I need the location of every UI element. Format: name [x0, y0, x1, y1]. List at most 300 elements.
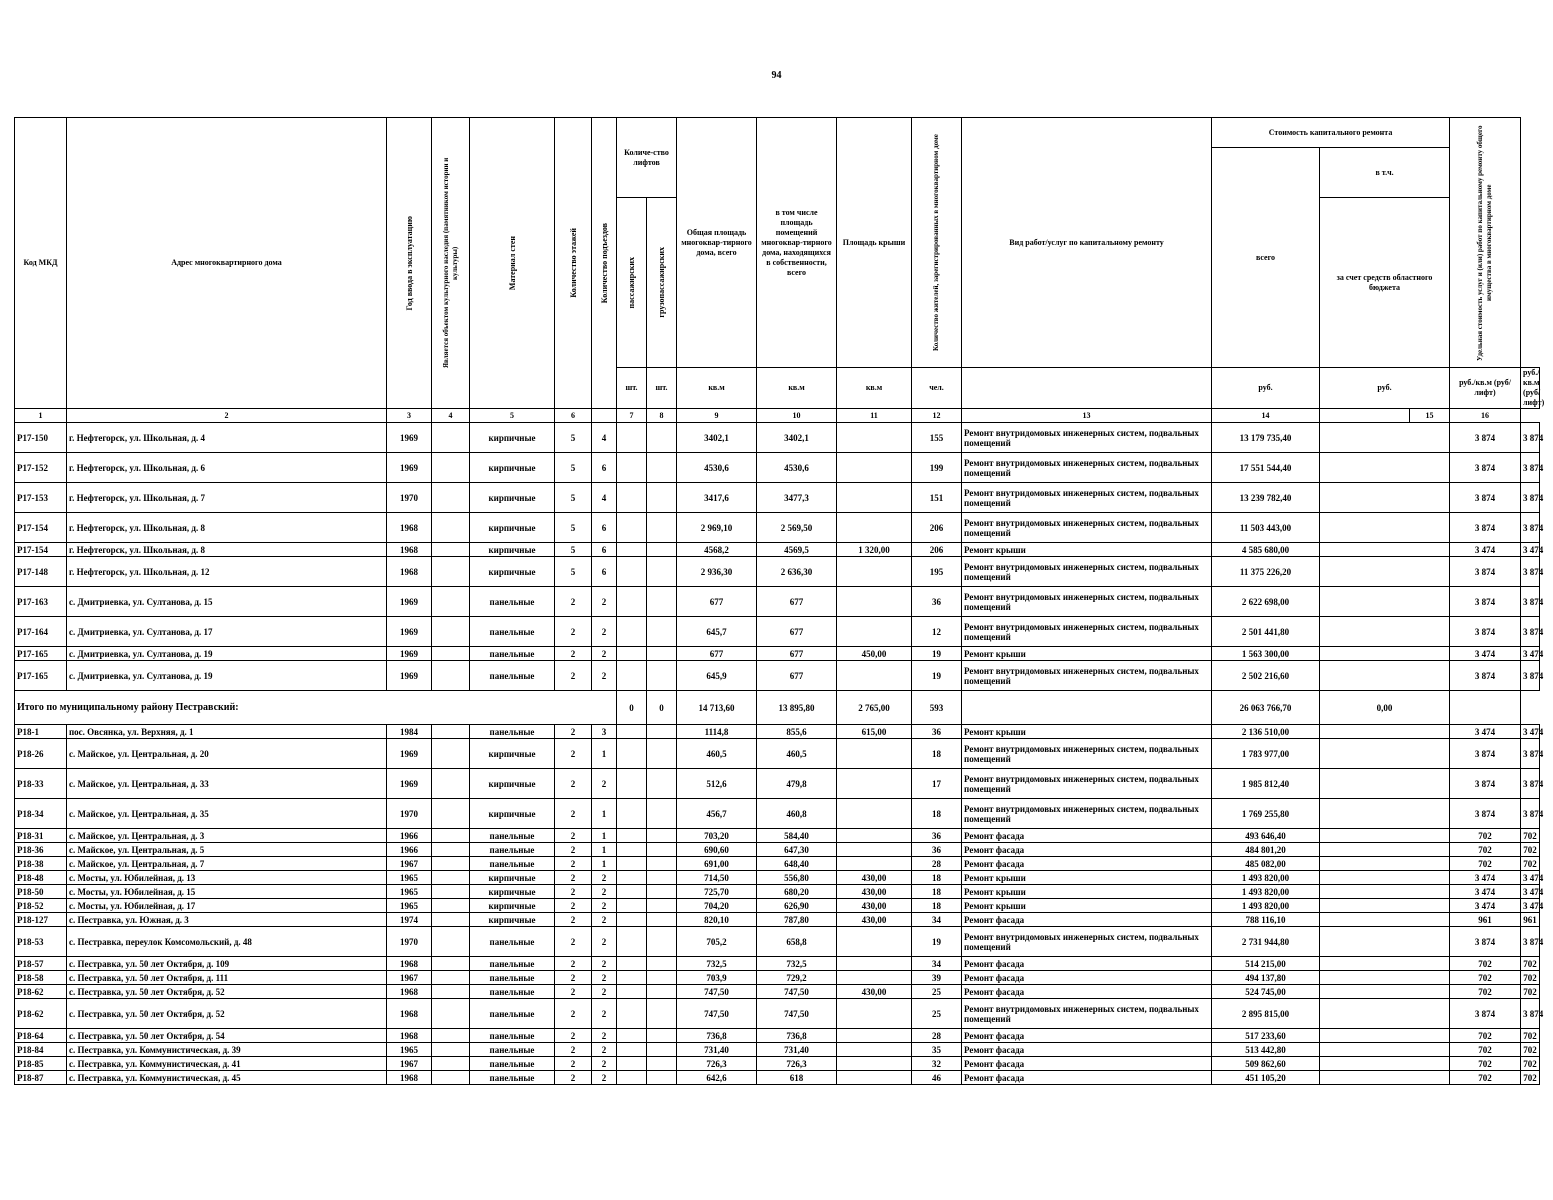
row-unit-cost: 3 874 [1450, 617, 1521, 647]
total-area: 14 713,60 [677, 691, 757, 725]
row-unit-cost: 3 474 [1450, 543, 1521, 557]
row-max-cost: 702 [1521, 1057, 1540, 1071]
row-floors: 2 [555, 1043, 592, 1057]
row-floors: 2 [555, 999, 592, 1029]
header-cost-total: всего [1212, 148, 1320, 368]
row-lifts-cargo [647, 1071, 677, 1085]
row-unit-cost: 702 [1450, 857, 1521, 871]
row-lifts-pass [617, 513, 647, 543]
table-row [15, 985, 1540, 999]
row-code: Р18-62 [15, 999, 67, 1029]
row-heritage [432, 927, 470, 957]
row-work: Ремонт фасада [962, 985, 1212, 999]
row-floors: 2 [555, 799, 592, 829]
row-roof [837, 557, 912, 587]
row-unit-cost: 3 874 [1450, 453, 1521, 483]
row-wall: кирпичные [470, 557, 555, 587]
row-regional [1320, 513, 1450, 543]
row-own: 731,40 [757, 1043, 837, 1057]
table-row [15, 799, 1540, 829]
row-address: г. Нефтегорск, ул. Школьная, д. 4 [67, 423, 387, 453]
row-lifts-pass [617, 1029, 647, 1043]
row-lifts-pass [617, 799, 647, 829]
row-regional [1320, 543, 1450, 557]
row-code: Р18-26 [15, 739, 67, 769]
row-own: 787,80 [757, 913, 837, 927]
row-entrances: 2 [592, 1057, 617, 1071]
row-regional [1320, 483, 1450, 513]
row-lifts-pass [617, 1057, 647, 1071]
row-roof [837, 829, 912, 843]
row-year: 1967 [387, 1057, 432, 1071]
table-row [15, 483, 1540, 513]
row-lifts-cargo [647, 1029, 677, 1043]
row-code: Р17-152 [15, 453, 67, 483]
row-floors: 2 [555, 1029, 592, 1043]
row-heritage [432, 899, 470, 913]
row-lifts-pass [617, 971, 647, 985]
row-area: 736,8 [677, 1029, 757, 1043]
row-wall: кирпичные [470, 513, 555, 543]
row-own: 618 [757, 1071, 837, 1085]
row-code: Р18-31 [15, 829, 67, 843]
row-cost: 524 745,00 [1212, 985, 1320, 999]
row-residents: 28 [912, 857, 962, 871]
row-residents: 28 [912, 1029, 962, 1043]
row-unit-cost: 3 874 [1450, 739, 1521, 769]
row-lifts-cargo [647, 857, 677, 871]
row-lifts-cargo [647, 971, 677, 985]
row-lifts-cargo [647, 661, 677, 691]
row-wall: панельные [470, 927, 555, 957]
row-address: с. Майское, ул. Центральная, д. 20 [67, 739, 387, 769]
row-residents: 17 [912, 769, 962, 799]
row-max-cost: 702 [1521, 1043, 1540, 1057]
row-code: Р18-87 [15, 1071, 67, 1085]
row-roof [837, 739, 912, 769]
row-roof: 430,00 [837, 913, 912, 927]
row-work: Ремонт крыши [962, 543, 1212, 557]
row-code: Р18-38 [15, 857, 67, 871]
row-address: с. Майское, ул. Центральная, д. 35 [67, 799, 387, 829]
row-heritage [432, 971, 470, 985]
row-address: с. Дмитриевка, ул. Султанова, д. 19 [67, 647, 387, 661]
row-floors: 5 [555, 543, 592, 557]
column-number: 11 [837, 409, 912, 423]
row-unit-cost: 702 [1450, 957, 1521, 971]
row-work: Ремонт фасада [962, 913, 1212, 927]
row-own: 736,8 [757, 1029, 837, 1043]
row-code: Р18-127 [15, 913, 67, 927]
row-cost: 1 783 977,00 [1212, 739, 1320, 769]
row-residents: 151 [912, 483, 962, 513]
row-residents: 25 [912, 999, 962, 1029]
row-code: Р18-36 [15, 843, 67, 857]
row-code: Р18-57 [15, 957, 67, 971]
row-area: 725,70 [677, 885, 757, 899]
row-code: Р18-84 [15, 1043, 67, 1057]
total-label: Итого по муниципальному району Пестравский: [15, 691, 617, 725]
row-area: 714,50 [677, 871, 757, 885]
row-unit-cost: 702 [1450, 1057, 1521, 1071]
row-own: 4569,5 [757, 543, 837, 557]
row-roof [837, 513, 912, 543]
row-wall: панельные [470, 587, 555, 617]
row-lifts-cargo [647, 985, 677, 999]
header-area-total: Общая площадь многоквар-тирного дома, всего [677, 118, 757, 368]
row-cost: 1 563 300,00 [1212, 647, 1320, 661]
row-regional [1320, 885, 1450, 899]
row-work: Ремонт внутридомовых инженерных систем, подвальных помещений [962, 617, 1212, 647]
row-lifts-pass [617, 617, 647, 647]
row-year: 1968 [387, 957, 432, 971]
row-max-cost: 3 474 [1521, 725, 1540, 739]
row-lifts-cargo [647, 647, 677, 661]
row-year: 1967 [387, 857, 432, 871]
row-heritage [432, 617, 470, 647]
row-cost: 4 585 680,00 [1212, 543, 1320, 557]
row-year: 1969 [387, 769, 432, 799]
row-code: Р18-48 [15, 871, 67, 885]
row-floors: 5 [555, 453, 592, 483]
row-roof [837, 843, 912, 857]
row-year: 1969 [387, 453, 432, 483]
total-work [962, 691, 1212, 725]
row-residents: 206 [912, 543, 962, 557]
unit-own: кв.м [757, 368, 837, 409]
row-unit-cost: 3 474 [1450, 725, 1521, 739]
row-work: Ремонт внутридомовых инженерных систем, подвальных помещений [962, 453, 1212, 483]
row-area: 2 969,10 [677, 513, 757, 543]
header-cost: Стоимость капитального ремонта [1212, 118, 1450, 148]
row-heritage [432, 483, 470, 513]
row-cost: 11 375 226,20 [1212, 557, 1320, 587]
row-area: 747,50 [677, 999, 757, 1029]
row-year: 1968 [387, 557, 432, 587]
row-max-cost: 3 874 [1521, 557, 1540, 587]
total-cost: 26 063 766,70 [1212, 691, 1320, 725]
row-lifts-pass [617, 739, 647, 769]
row-roof [837, 927, 912, 957]
row-lifts-cargo [647, 799, 677, 829]
row-area: 704,20 [677, 899, 757, 913]
row-year: 1969 [387, 739, 432, 769]
row-lifts-pass [617, 543, 647, 557]
row-code: Р17-165 [15, 647, 67, 661]
row-max-cost: 3 474 [1521, 647, 1540, 661]
row-floors: 5 [555, 513, 592, 543]
row-regional [1320, 453, 1450, 483]
row-area: 820,10 [677, 913, 757, 927]
row-entrances: 2 [592, 661, 617, 691]
row-code: Р18-62 [15, 985, 67, 999]
header-floors: Количество этажей [555, 118, 592, 409]
row-area: 642,6 [677, 1071, 757, 1085]
row-floors: 2 [555, 1071, 592, 1085]
row-unit-cost: 3 474 [1450, 871, 1521, 885]
row-wall: панельные [470, 725, 555, 739]
row-own: 2 636,30 [757, 557, 837, 587]
row-regional [1320, 769, 1450, 799]
row-own: 556,80 [757, 871, 837, 885]
row-regional [1320, 739, 1450, 769]
row-floors: 2 [555, 885, 592, 899]
table-row [15, 871, 1540, 885]
row-roof: 430,00 [837, 985, 912, 999]
row-area: 645,9 [677, 661, 757, 691]
header-year: Год ввода в эксплуатацию [387, 118, 432, 409]
row-heritage [432, 647, 470, 661]
row-heritage [432, 1057, 470, 1071]
row-lifts-pass [617, 843, 647, 857]
row-max-cost: 702 [1521, 957, 1540, 971]
total-lifts-pass: 0 [617, 691, 647, 725]
total-row [15, 691, 1540, 725]
row-code: Р18-1 [15, 725, 67, 739]
row-roof [837, 1029, 912, 1043]
table-row [15, 1043, 1540, 1057]
row-year: 1968 [387, 985, 432, 999]
row-entrances: 2 [592, 1029, 617, 1043]
row-floors: 2 [555, 661, 592, 691]
row-roof: 430,00 [837, 885, 912, 899]
row-regional [1320, 587, 1450, 617]
table-row [15, 769, 1540, 799]
table-row [15, 899, 1540, 913]
row-address: с. Майское, ул. Центральная, д. 5 [67, 843, 387, 857]
row-cost: 13 239 782,40 [1212, 483, 1320, 513]
table-row [15, 587, 1540, 617]
row-address: г. Нефтегорск, ул. Школьная, д. 8 [67, 513, 387, 543]
row-wall: панельные [470, 971, 555, 985]
row-unit-cost: 3 474 [1450, 647, 1521, 661]
row-address: с. Майское, ул. Центральная, д. 7 [67, 857, 387, 871]
row-area: 512,6 [677, 769, 757, 799]
table-row [15, 1057, 1540, 1071]
row-residents: 35 [912, 1043, 962, 1057]
row-entrances: 1 [592, 829, 617, 843]
row-residents: 39 [912, 971, 962, 985]
row-entrances: 1 [592, 739, 617, 769]
total-unit [1450, 691, 1521, 725]
row-lifts-pass [617, 769, 647, 799]
row-floors: 5 [555, 557, 592, 587]
header-lifts-passenger: пассажирских [617, 198, 647, 368]
row-year: 1968 [387, 1029, 432, 1043]
row-lifts-pass [617, 999, 647, 1029]
row-year: 1974 [387, 913, 432, 927]
row-max-cost: 3 874 [1521, 617, 1540, 647]
column-number: 16 [1450, 409, 1521, 423]
row-wall: панельные [470, 617, 555, 647]
row-cost: 2 502 216,60 [1212, 661, 1320, 691]
row-residents: 19 [912, 927, 962, 957]
row-roof: 450,00 [837, 647, 912, 661]
row-cost: 509 862,60 [1212, 1057, 1320, 1071]
row-work: Ремонт внутридомовых инженерных систем, подвальных помещений [962, 799, 1212, 829]
row-area: 1114,8 [677, 725, 757, 739]
row-residents: 18 [912, 899, 962, 913]
row-regional [1320, 661, 1450, 691]
row-area: 2 936,30 [677, 557, 757, 587]
column-number: 4 [432, 409, 470, 423]
row-work: Ремонт внутридомовых инженерных систем, подвальных помещений [962, 661, 1212, 691]
row-heritage [432, 661, 470, 691]
table-row [15, 617, 1540, 647]
row-lifts-cargo [647, 483, 677, 513]
total-regional: 0,00 [1320, 691, 1450, 725]
row-entrances: 6 [592, 543, 617, 557]
row-regional [1320, 557, 1450, 587]
row-address: с. Дмитриевка, ул. Султанова, д. 19 [67, 661, 387, 691]
row-area: 4530,6 [677, 453, 757, 483]
column-number: 6 [555, 409, 592, 423]
table-row [15, 513, 1540, 543]
row-floors: 2 [555, 739, 592, 769]
row-own: 626,90 [757, 899, 837, 913]
row-entrances: 6 [592, 513, 617, 543]
table-row [15, 999, 1540, 1029]
header-address: Адрес многоквартирного дома [67, 118, 387, 409]
row-max-cost: 3 474 [1521, 871, 1540, 885]
row-work: Ремонт внутридомовых инженерных систем, подвальных помещений [962, 739, 1212, 769]
row-year: 1969 [387, 617, 432, 647]
row-year: 1969 [387, 587, 432, 617]
row-address: с. Пестравка, переулок Комсомольский, д. 48 [67, 927, 387, 957]
row-lifts-cargo [647, 513, 677, 543]
row-work: Ремонт внутридомовых инженерных систем, подвальных помещений [962, 769, 1212, 799]
row-floors: 2 [555, 913, 592, 927]
row-residents: 46 [912, 1071, 962, 1085]
row-floors: 2 [555, 927, 592, 957]
row-residents: 36 [912, 725, 962, 739]
row-heritage [432, 857, 470, 871]
header-residents: Количество жителей, зарегистрированных в многоквартирном доме [912, 118, 962, 368]
row-unit-cost: 702 [1450, 843, 1521, 857]
row-own: 647,30 [757, 843, 837, 857]
table-row [15, 1029, 1540, 1043]
row-work: Ремонт крыши [962, 871, 1212, 885]
row-year: 1970 [387, 799, 432, 829]
row-lifts-pass [617, 483, 647, 513]
total-roof: 2 765,00 [837, 691, 912, 725]
total-lifts-cargo: 0 [647, 691, 677, 725]
unit-roof: кв.м [837, 368, 912, 409]
row-year: 1968 [387, 543, 432, 557]
row-regional [1320, 957, 1450, 971]
row-max-cost: 702 [1521, 829, 1540, 843]
table-row [15, 543, 1540, 557]
row-wall: кирпичные [470, 483, 555, 513]
row-heritage [432, 587, 470, 617]
header-wall: Материал стен [470, 118, 555, 409]
row-address: с. Пестравка, ул. Южная, д. 3 [67, 913, 387, 927]
row-year: 1966 [387, 829, 432, 843]
row-entrances: 2 [592, 985, 617, 999]
row-wall: панельные [470, 829, 555, 843]
row-lifts-cargo [647, 871, 677, 885]
row-lifts-cargo [647, 913, 677, 927]
row-wall: панельные [470, 661, 555, 691]
row-roof [837, 957, 912, 971]
row-max-cost: 702 [1521, 1029, 1540, 1043]
row-own: 3402,1 [757, 423, 837, 453]
row-cost: 494 137,80 [1212, 971, 1320, 985]
table-row [15, 661, 1540, 691]
column-number [1320, 409, 1410, 423]
row-cost: 2 136 510,00 [1212, 725, 1320, 739]
row-floors: 2 [555, 899, 592, 913]
row-lifts-cargo [647, 423, 677, 453]
row-cost: 11 503 443,00 [1212, 513, 1320, 543]
row-wall: панельные [470, 985, 555, 999]
row-own: 747,50 [757, 985, 837, 999]
row-roof [837, 857, 912, 871]
row-entrances: 2 [592, 871, 617, 885]
row-year: 1967 [387, 971, 432, 985]
row-wall: кирпичные [470, 899, 555, 913]
row-entrances: 2 [592, 899, 617, 913]
row-entrances: 1 [592, 799, 617, 829]
row-roof [837, 423, 912, 453]
row-unit-cost: 702 [1450, 971, 1521, 985]
row-max-cost: 3 874 [1521, 453, 1540, 483]
row-code: Р18-34 [15, 799, 67, 829]
row-floors: 2 [555, 971, 592, 985]
row-entrances: 4 [592, 423, 617, 453]
row-heritage [432, 843, 470, 857]
row-roof [837, 1071, 912, 1085]
row-regional [1320, 999, 1450, 1029]
row-residents: 18 [912, 799, 962, 829]
row-heritage [432, 453, 470, 483]
row-entrances: 2 [592, 927, 617, 957]
row-entrances: 2 [592, 769, 617, 799]
table-row [15, 885, 1540, 899]
row-work: Ремонт фасада [962, 1043, 1212, 1057]
header-lifts: Количе-ство лифтов [617, 118, 677, 198]
row-address: с. Дмитриевка, ул. Султанова, д. 17 [67, 617, 387, 647]
column-number: 5 [470, 409, 555, 423]
row-floors: 2 [555, 957, 592, 971]
row-unit-cost: 3 874 [1450, 483, 1521, 513]
row-entrances: 2 [592, 1043, 617, 1057]
row-lifts-pass [617, 453, 647, 483]
row-heritage [432, 871, 470, 885]
row-code: Р18-53 [15, 927, 67, 957]
row-area: 747,50 [677, 985, 757, 999]
row-wall: панельные [470, 843, 555, 857]
row-entrances: 2 [592, 913, 617, 927]
row-lifts-cargo [647, 843, 677, 857]
row-code: Р17-154 [15, 543, 67, 557]
row-year: 1984 [387, 725, 432, 739]
row-lifts-cargo [647, 617, 677, 647]
row-work: Ремонт внутридомовых инженерных систем, подвальных помещений [962, 587, 1212, 617]
row-area: 705,2 [677, 927, 757, 957]
row-roof [837, 799, 912, 829]
row-floors: 2 [555, 769, 592, 799]
row-own: 4530,6 [757, 453, 837, 483]
row-work: Ремонт крыши [962, 725, 1212, 739]
row-work: Ремонт внутридомовых инженерных систем, подвальных помещений [962, 927, 1212, 957]
row-regional [1320, 423, 1450, 453]
row-own: 2 569,50 [757, 513, 837, 543]
row-wall: кирпичные [470, 885, 555, 899]
row-own: 460,8 [757, 799, 837, 829]
row-residents: 36 [912, 843, 962, 857]
row-unit-cost: 3 874 [1450, 769, 1521, 799]
